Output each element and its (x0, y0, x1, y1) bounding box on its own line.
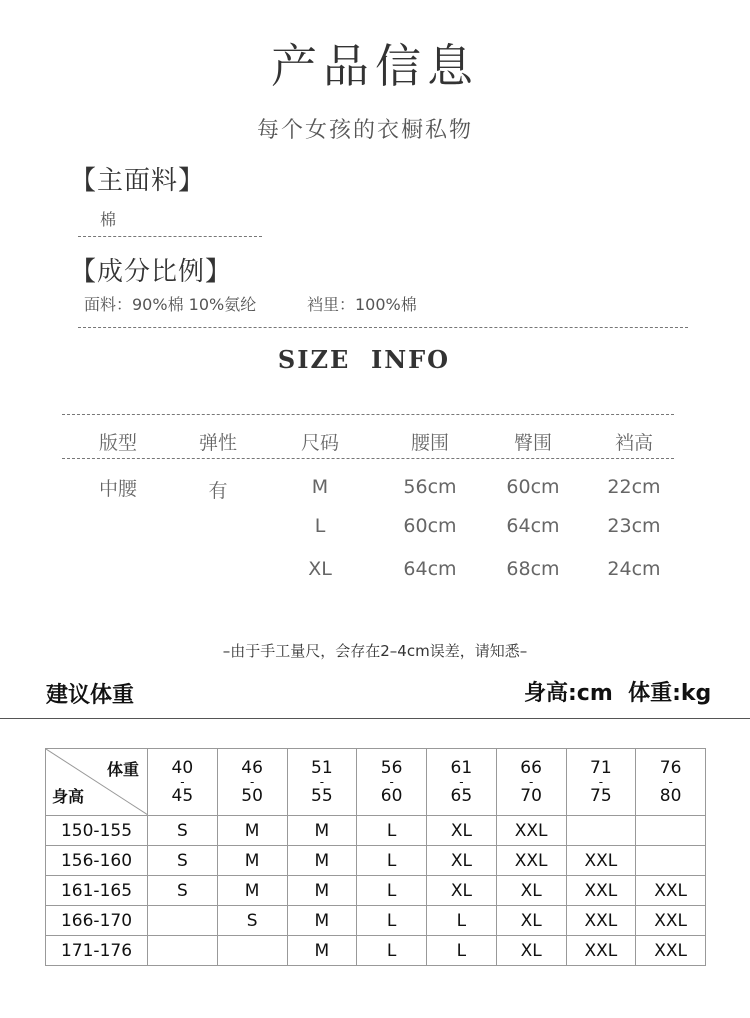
composition-heading: 【成分比例】 (70, 257, 233, 287)
weight-range-header (357, 749, 427, 816)
range-separator: - (598, 775, 604, 789)
weight-range-header (427, 749, 497, 816)
fabric-heading: 【主面料】 (70, 166, 206, 196)
elasticity-value: 有 (208, 480, 228, 502)
range-separator: - (389, 775, 394, 789)
size-cell-waist: 64cm (403, 558, 457, 580)
size-cell-hip: 64cm (506, 515, 560, 537)
height-range-cell: 156-160 (46, 846, 148, 876)
size-column-header: 臀围 (513, 432, 552, 454)
size-cell: XXL (496, 816, 566, 846)
weight-to: 70 (520, 786, 542, 806)
size-cell: M (287, 816, 357, 846)
size-cell: XXL (496, 846, 566, 876)
range-separator: - (180, 775, 185, 789)
size-cell-size: XL (308, 558, 332, 580)
size-cell: M (287, 876, 357, 906)
size-cell-waist: 60cm (403, 515, 457, 537)
size-cell (148, 936, 218, 966)
size-cell: XXL (566, 876, 636, 906)
size-cell: L (357, 846, 427, 876)
size-cell: XL (496, 906, 566, 936)
fabric-value: 棉 (100, 210, 117, 229)
page-subtitle: 每个女孩的衣橱私物 (256, 118, 473, 143)
range-separator: - (319, 775, 325, 789)
weight-to: 60 (380, 786, 403, 806)
weight-to: 55 (311, 786, 333, 806)
size-cell: M (217, 876, 287, 906)
size-cell: S (148, 876, 218, 906)
table-row (46, 936, 706, 966)
size-column-header: 裆高 (614, 432, 653, 454)
size-cell: L (357, 936, 427, 966)
height-range-cell: 171-176 (46, 936, 148, 966)
weight-to: 75 (590, 786, 612, 806)
divider (62, 414, 674, 415)
weight-from: 66 (520, 758, 542, 778)
table-row (46, 846, 706, 876)
height-range-cell: 150-155 (46, 816, 148, 846)
size-column-header: 腰围 (410, 432, 449, 454)
height-range-cell: 161-165 (46, 876, 148, 906)
size-cell-size: M (311, 476, 329, 498)
size-cell: S (217, 906, 287, 936)
size-cell: XL (427, 846, 497, 876)
size-cell: XXL (566, 846, 636, 876)
size-cell: L (357, 906, 427, 936)
corner-cell (46, 749, 148, 816)
weight-to: 45 (171, 786, 194, 806)
range-separator: - (459, 775, 464, 789)
size-cell-rise: 22cm (607, 476, 661, 498)
size-cell-rise: 24cm (607, 558, 661, 580)
weight-range-header (217, 749, 287, 816)
size-cell: XL (427, 816, 497, 846)
weight-to: 50 (241, 786, 263, 806)
size-column-header: 版型 (98, 432, 137, 454)
composition-face: 面料：90%棉 10%氨纶 (84, 295, 257, 314)
size-cell: M (217, 846, 287, 876)
range-separator: - (249, 775, 255, 789)
size-cell: M (217, 816, 287, 846)
weight-range-header (496, 749, 566, 816)
height-range-cell: 166-170 (46, 906, 148, 936)
weight-from: 46 (241, 758, 263, 778)
units-label: 身高:cm 体重:kg (524, 681, 712, 706)
measurement-note: –由于手工量尺，会存在2–4cm误差，请知悉– (222, 642, 528, 660)
size-cell (217, 936, 287, 966)
size-cell-hip: 60cm (506, 476, 560, 498)
size-cell-hip: 68cm (506, 558, 560, 580)
weight-from: 56 (380, 758, 403, 778)
size-cell: L (357, 876, 427, 906)
size-cell: M (287, 906, 357, 936)
size-cell: XXL (566, 906, 636, 936)
divider (62, 458, 674, 459)
corner-weight-label: 体重 (106, 760, 139, 779)
size-cell: S (148, 846, 218, 876)
size-cell: S (148, 816, 218, 846)
size-cell (636, 846, 706, 876)
fit-value: 中腰 (98, 478, 137, 500)
size-cell: XL (496, 936, 566, 966)
size-cell (636, 816, 706, 846)
weight-range-header (636, 749, 706, 816)
weight-to: 80 (659, 786, 682, 806)
size-cell (566, 816, 636, 846)
table-row (46, 816, 706, 846)
weight-heading: 建议体重 (46, 683, 135, 708)
table-row (46, 876, 706, 906)
size-cell-rise: 23cm (607, 515, 661, 537)
weight-from: 51 (311, 758, 333, 778)
size-cell-waist: 56cm (403, 476, 457, 498)
weight-from: 71 (590, 758, 612, 778)
size-cell: XXL (566, 936, 636, 966)
divider (78, 327, 688, 328)
size-cell: XXL (636, 936, 706, 966)
table-row (46, 906, 706, 936)
size-column-header: 尺码 (300, 432, 339, 454)
weight-from: 40 (171, 758, 194, 778)
weight-to: 65 (450, 786, 473, 806)
size-cell: L (427, 936, 497, 966)
range-separator: - (668, 775, 673, 789)
size-cell: M (287, 846, 357, 876)
size-cell: M (287, 936, 357, 966)
weight-from: 76 (659, 758, 682, 778)
size-column-header: 弹性 (198, 432, 237, 454)
size-cell: XL (427, 876, 497, 906)
corner-height-label: 身高 (52, 787, 85, 806)
weight-range-header (287, 749, 357, 816)
weight-from: 61 (450, 758, 473, 778)
size-info-heading: SIZE INFO (277, 345, 451, 374)
weight-size-table (45, 748, 706, 966)
range-separator: - (528, 775, 534, 789)
size-cell: L (357, 816, 427, 846)
size-cell: XXL (636, 876, 706, 906)
divider (0, 718, 750, 719)
weight-range-header (148, 749, 218, 816)
size-cell-size: L (314, 515, 326, 537)
size-cell: L (427, 906, 497, 936)
divider (78, 236, 262, 237)
composition-lining: 裆里：100%棉 (307, 295, 417, 314)
page-title: 产品信息 (271, 39, 479, 93)
weight-range-header (566, 749, 636, 816)
size-cell (148, 906, 218, 936)
size-cell: XL (496, 876, 566, 906)
size-cell: XXL (636, 906, 706, 936)
